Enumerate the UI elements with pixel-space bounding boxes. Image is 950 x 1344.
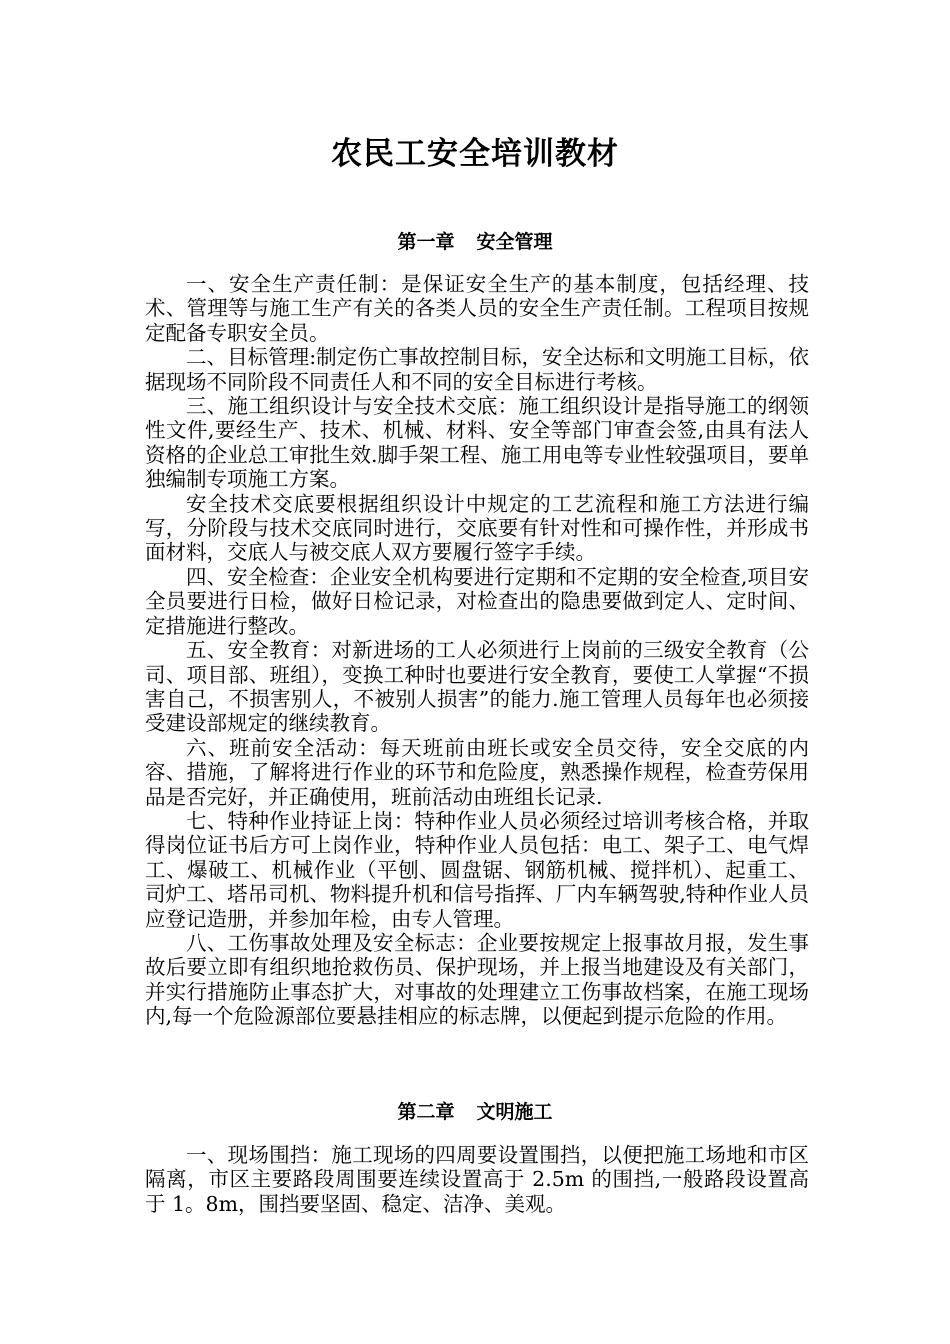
paragraph: 六、班前安全活动：每天班前由班长或安全员交待，安全交底的内容、措施，了解将进行作业的环节和危险度，熟悉操作规程，检查劳保用品是否完好，并正确使用，班前活动由班组长记录.: [145, 735, 809, 809]
paragraph: 五、安全教育：对新进场的工人必须进行上岗前的三级安全教育（公司、项目部、班组），变换工种时也要进行安全教育，要使工人掌握“不损害自己，不损害别人，不被别人损害”的能力.施工管理人员每年也必须接受建设部规定的继续教育。: [145, 638, 809, 736]
chapter-name: 安全管理: [476, 231, 553, 253]
chapter-heading-1: [0, 227, 950, 254]
paragraph: 安全技术交底要根据组织设计中规定的工艺流程和施工方法进行编写，分阶段与技术交底同时进行，交底要有针对性和可操作性，并形成书面材料，交底人与被交底人双方要履行签字手续。: [145, 491, 809, 565]
document-title: 农民工安全培训教材: [331, 136, 619, 172]
chapter-name: 文明施工: [476, 1101, 553, 1123]
paragraph: 八、工伤事故处理及安全标志：企业要按规定上报事故月报，发生事故后要立即有组织地抢救伤员、保护现场，并上报当地建设及有关部门，并实行措施防止事态扩大，对事故的处理建立工伤事故档案，在施工现场内,每一个危险源部位要悬挂相应的标志牌，以便起到提示危险的作用。: [145, 930, 809, 1029]
chapter-heading-2: [0, 1097, 950, 1124]
chapter-2-body: [145, 1143, 809, 1216]
paragraph: 二、目标管理:制定伤亡事故控制目标，安全达标和文明施工目标，依据现场不同阶段不同责任人和不同的安全目标进行考核。: [145, 345, 809, 394]
chapter-number: 第一章: [397, 231, 455, 253]
chapter-number: 第二章: [397, 1101, 455, 1123]
paragraph: 一、现场围挡：施工现场的四周要设置围挡，以便把施工场地和市区隔离，市区主要路段周围要连续设置高于 2.5m 的围挡,一般路段设置高于 1。8m，围挡要坚固、稳定、洁净、美观。: [145, 1143, 809, 1216]
paragraph: 七、特种作业持证上岗：特种作业人员必须经过培训考核合格，并取得岗位证书后方可上岗作业，特种作业人员包括：电工、架子工、电气焊工、爆破工、机械作业（平刨、圆盘锯、钢筋机械、搅拌机）、起重工、司炉工、塔吊司机、物料提升机和信号指挥、厂内车辆驾驶,特种作业人员应登记造册，并参加年检，由专人管理。: [145, 808, 809, 931]
paragraph: 三、施工组织设计与安全技术交底：施工组织设计是指导施工的纲领性文件,要经生产、技术、机械、材料、安全等部门审查会签,由具有法人资格的企业总工审批生效.脚手架工程、施工用电等专业性较强项目，要单独编制专项施工方案。: [145, 394, 809, 492]
chapter-1-body: [145, 272, 809, 1029]
paragraph: 四、安全检查：企业安全机构要进行定期和不定期的安全检查,项目安全员要进行日检，做好日检记录，对检查出的隐患要做到定人、定时间、定措施进行整改。: [145, 564, 809, 638]
paragraph: 一、安全生产责任制：是保证安全生产的基本制度，包括经理、技术、管理等与施工生产有关的各类人员的安全生产责任制。工程项目按规定配备专职安全员。: [145, 272, 809, 345]
